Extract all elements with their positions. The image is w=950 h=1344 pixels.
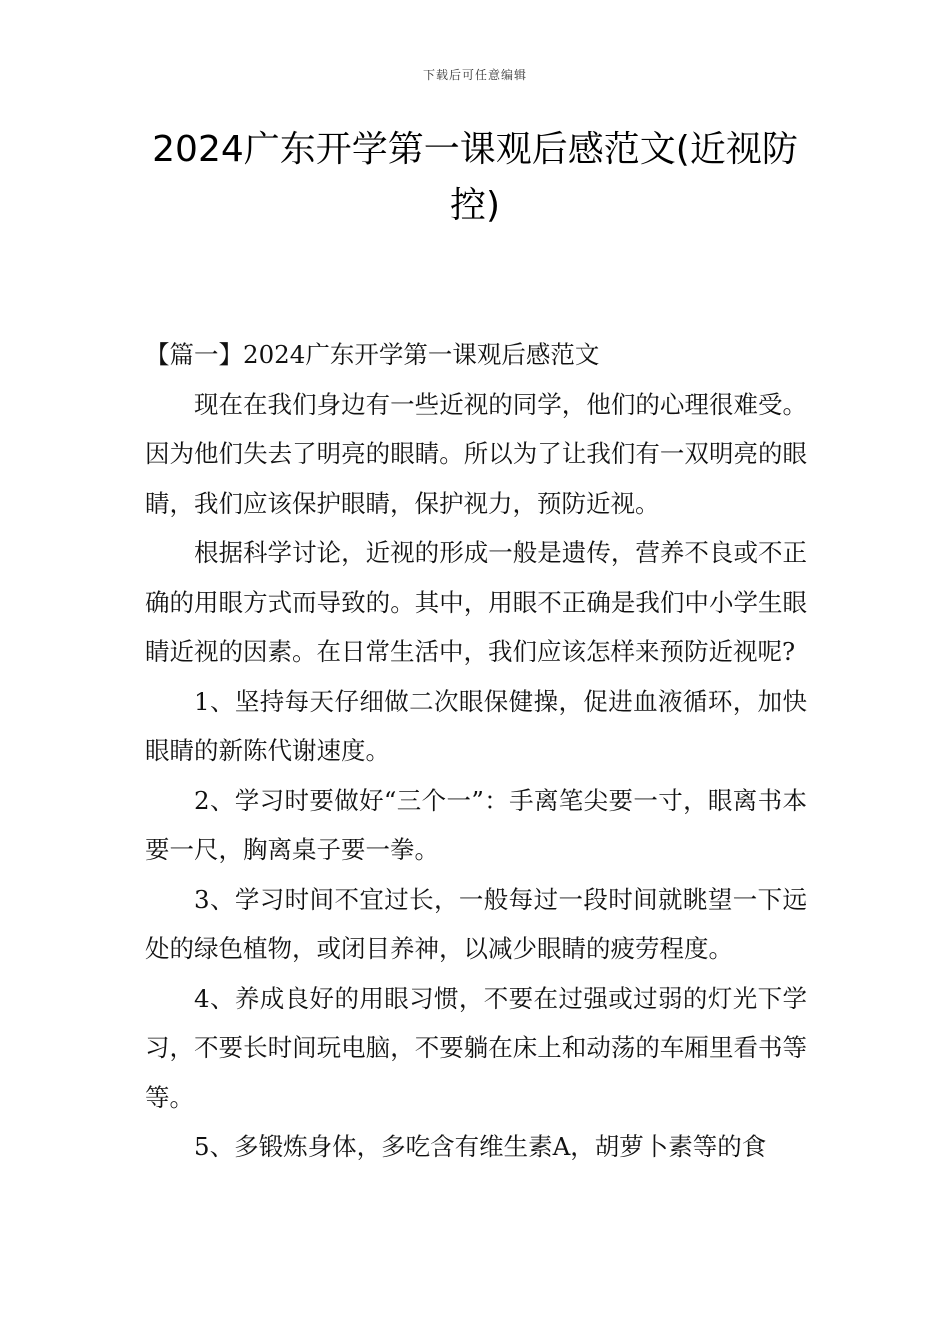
paragraph-1: 现在在我们身边有一些近视的同学，他们的心理很难受。因为他们失去了明亮的眼睛。所以为了让我们有一双明亮的眼睛，我们应该保护眼睛，保护视力，预防近视。 <box>145 389 807 518</box>
list-item-2: 2、学习时要做好“三个一”：手离笔尖要一寸，眼离书本要一尺，胸离桌子要一拳。 <box>145 785 807 864</box>
header-note: 下载后可任意编辑 <box>422 68 527 82</box>
list-item-3: 3、学习时间不宜过长，一般每过一段时间就眺望一下远处的绿色植物，或闭目养神，以减少眼睛的疲劳程度。 <box>145 884 807 963</box>
list-item-1: 1、坚持每天仔细做二次眼保健操，促进血液循环，加快眼睛的新陈代谢速度。 <box>145 686 807 765</box>
list-item-4: 4、养成良好的用眼习惯，不要在过强或过弱的灯光下学习，不要长时间玩电脑，不要躺在床上和动荡的车厢里看书等等。 <box>145 983 807 1112</box>
section-heading: 【篇一】2024广东开学第一课观后感范文 <box>145 340 600 369</box>
document-title: 2024广东开学第一课观后感范文(近视防控) <box>152 129 798 226</box>
document-body <box>145 330 807 1172</box>
list-item-5: 5、多锻炼身体，多吃含有维生素A，胡萝卜素等的食 <box>194 1132 767 1161</box>
paragraph-2: 根据科学讨论，近视的形成一般是遗传，营养不良或不正确的用眼方式而导致的。其中，用眼不正确是我们中小学生眼睛近视的因素。在日常生活中，我们应该怎样来预防近视呢? <box>145 538 807 666</box>
